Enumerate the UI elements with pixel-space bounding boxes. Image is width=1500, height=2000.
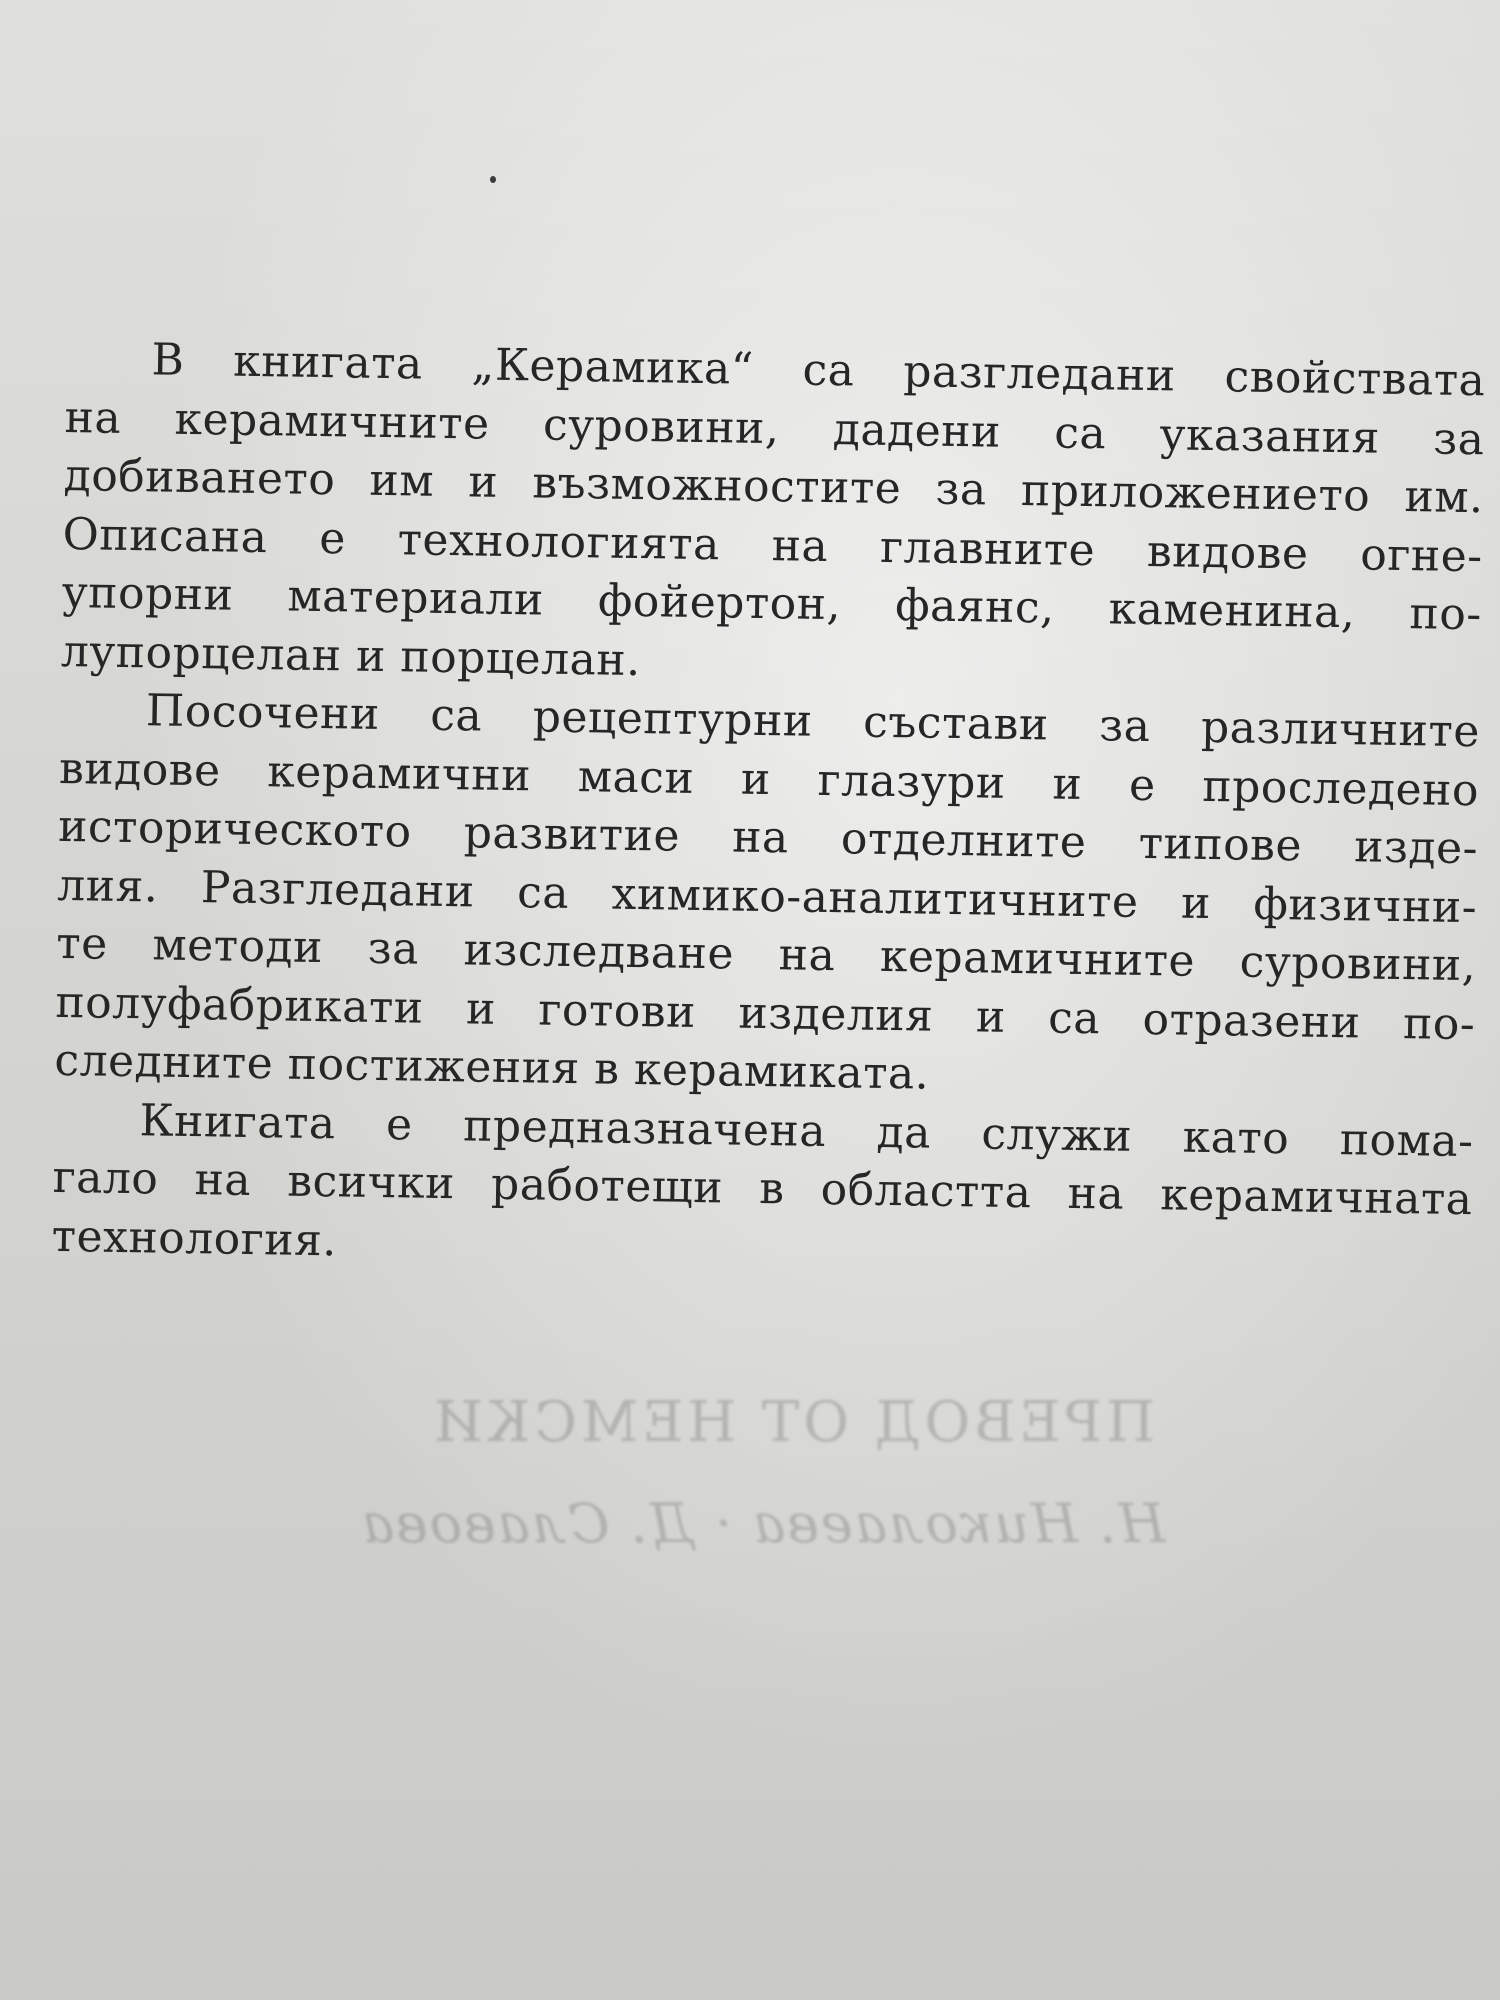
show-through-text: ПРЕВОД ОТ НЕМСКИ — [430, 1390, 1155, 1455]
show-through-text: Н. Николаева · Д. Славова — [360, 1492, 1166, 1555]
text-line: упорни материали фойертон, фаянс, каменина, по- — [61, 566, 1483, 641]
text-line: полуфабрикати и готови изделия и са отразени по- — [55, 976, 1476, 1050]
text-line: добиването им и възможностите за приложението им. — [63, 449, 1484, 524]
text-line: историческото развитие на отделните типове изде- — [57, 800, 1479, 875]
annotation-text — [51, 330, 1486, 1288]
text-line: Книгата е предназначена да служи като пома- — [139, 1094, 1474, 1167]
text-line: лупорцелан и порцелан. — [60, 625, 642, 686]
text-line: те методи за изследване на керамичните суровини, — [55, 917, 1477, 992]
text-line: лия. Разгледани са химико-аналитичните и физични- — [56, 859, 1478, 933]
text-line: В книгата „Керамика“ са разгледани свойствата — [151, 334, 1486, 407]
text-line: видове керамични маси и глазури и е проследено — [58, 742, 1480, 816]
text-line: технология. — [51, 1210, 338, 1266]
text-line: следните постижения в керамиката. — [54, 1034, 930, 1100]
text-line: гало на всички работещи в областта на керамичната — [52, 1151, 1473, 1226]
ink-speck — [490, 176, 496, 183]
text-line: Описана е технологията на главните видове огне- — [62, 508, 1484, 582]
text-line: на керамичните суровини, дадени са указания за — [64, 391, 1485, 465]
text-line: Посочени са рецептурни състави за различните — [145, 685, 1481, 758]
